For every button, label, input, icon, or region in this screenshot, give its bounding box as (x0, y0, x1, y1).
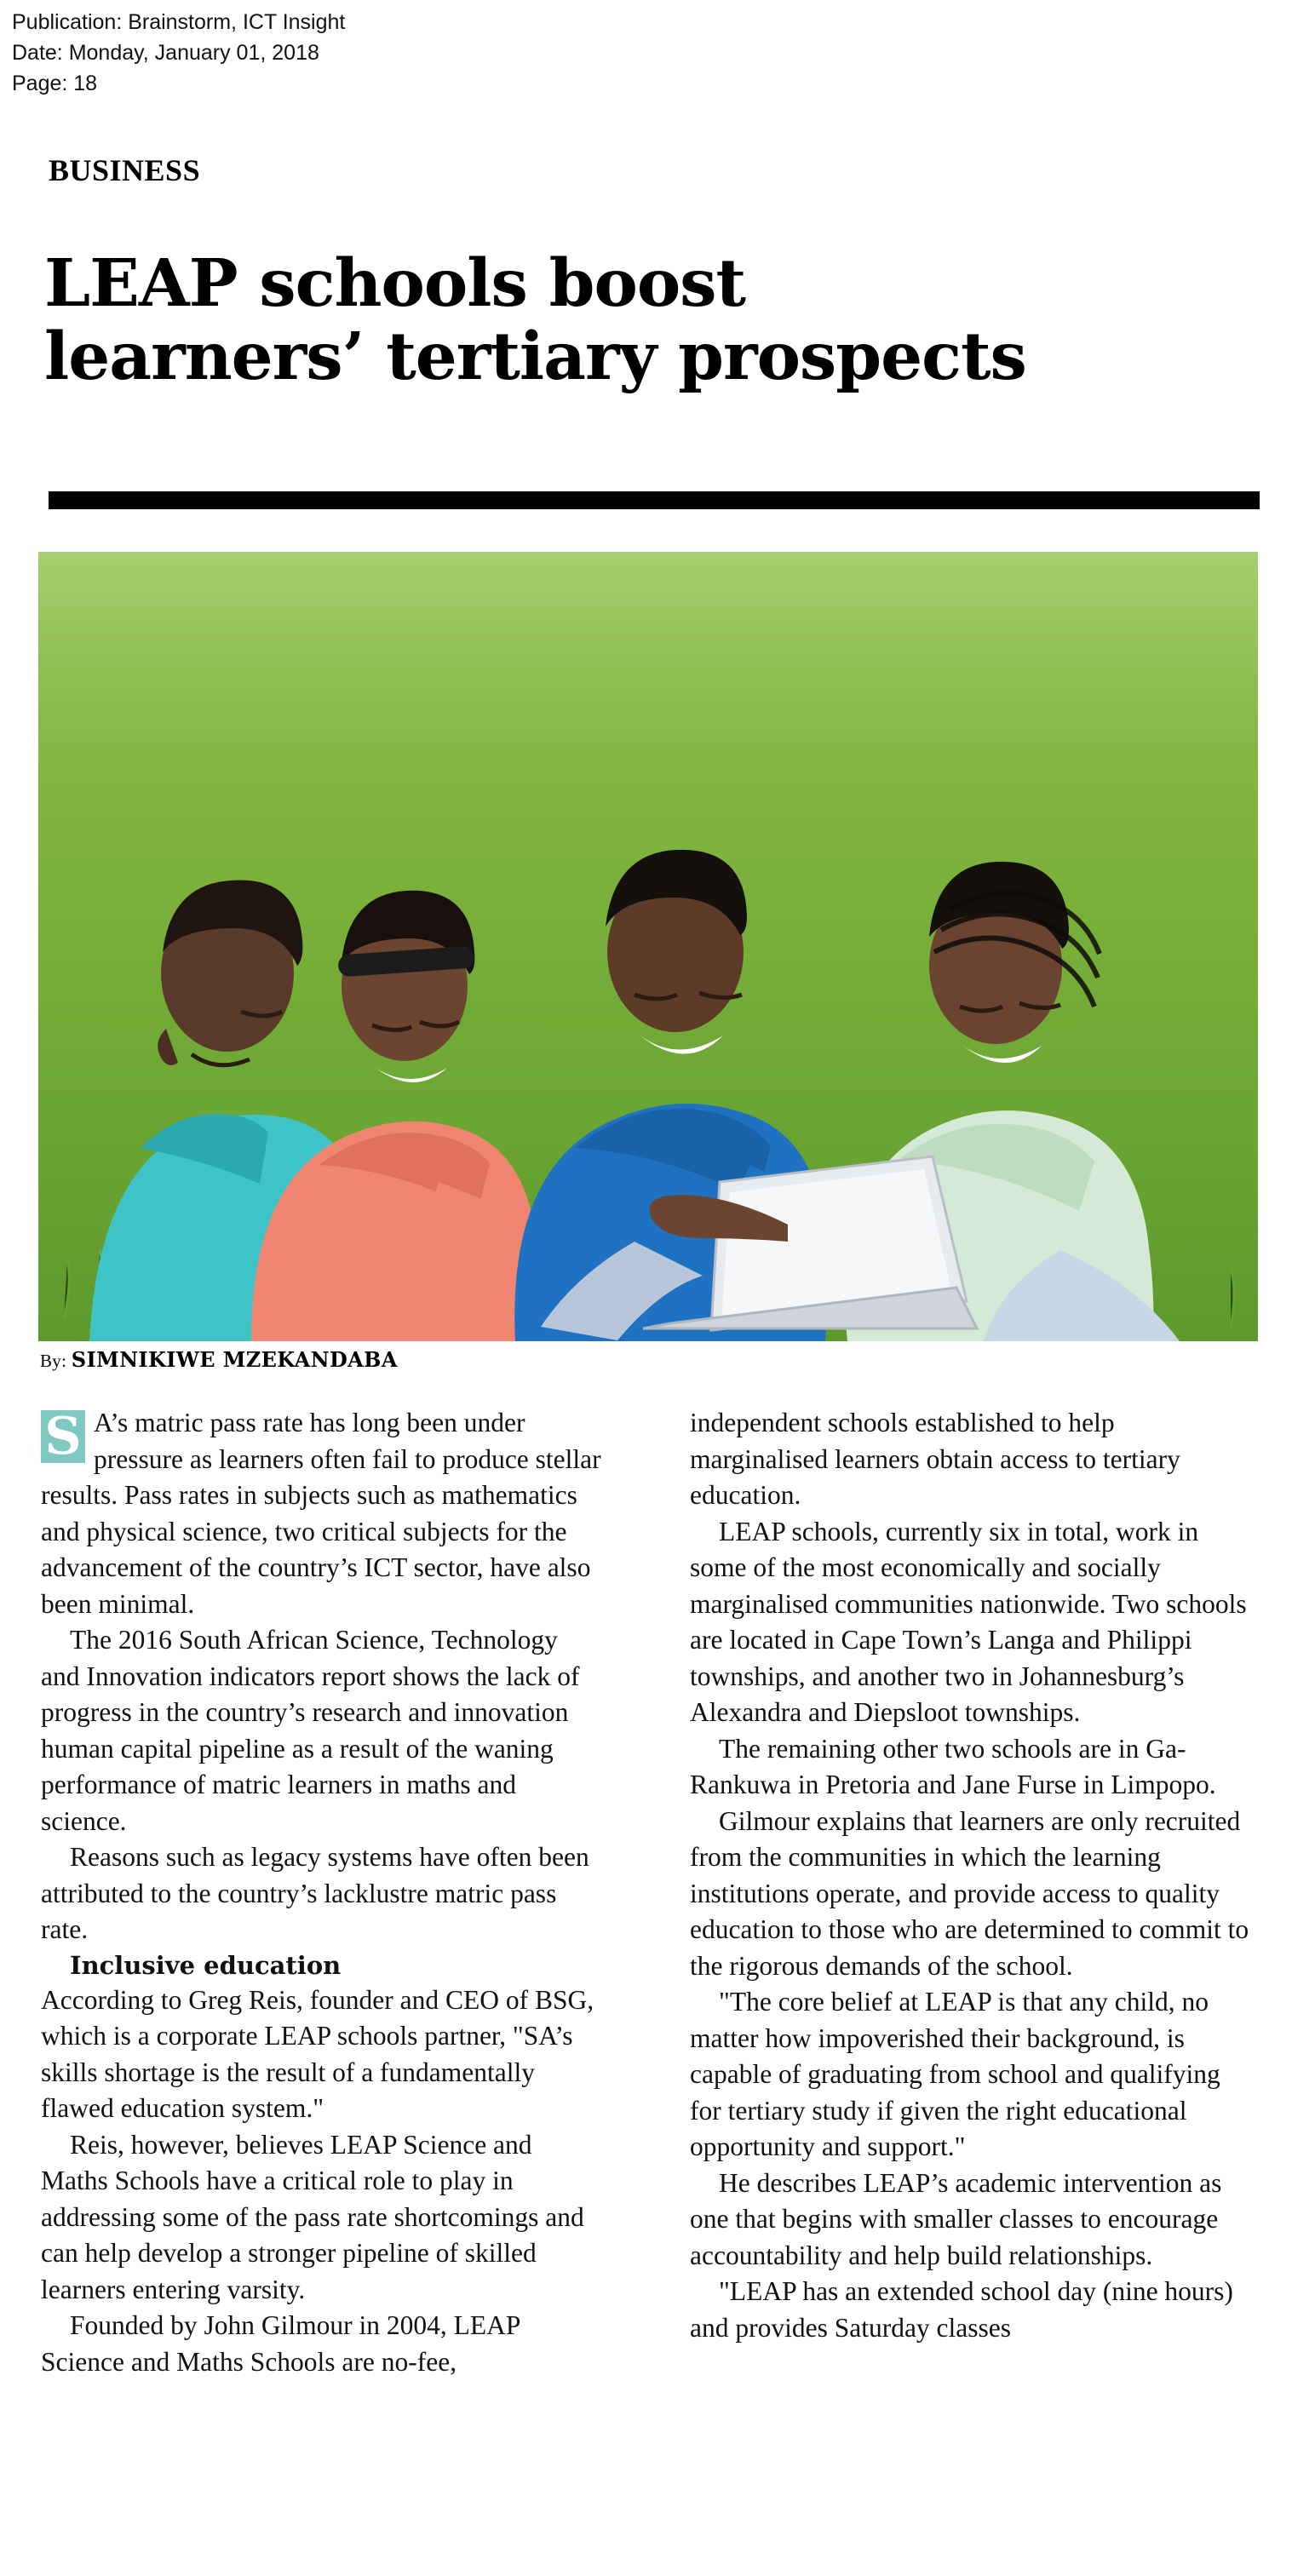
byline-prefix: By: (40, 1351, 67, 1371)
article-subhead: Inclusive education (70, 1950, 342, 1980)
paragraph: "The core belief at LEAP is that any child, no matter how impoverished their background, is capable of graduating from school and qualifying for tertiary study if given the right educational opportunity and support." (690, 1987, 1220, 2161)
paragraph: Reasons such as legacy systems have often been attributed to the country’s lacklustre matric pass rate. (41, 1842, 589, 1944)
byline-author: SIMNIKIWE MZEKANDABA (71, 1347, 398, 1372)
paragraph: The 2016 South African Science, Technology and Innovation indicators report shows the lack of progress in the country’s research and innovation human capital pipeline as a result of the waning performance of matric learners in maths and science. (41, 1625, 580, 1836)
paragraph: Reis, however, believes LEAP Science and Maths Schools have a critical role to play in addressing some of the pass rate shortcomings and can help develop a stronger pipeline of skilled learners entering varsity. (41, 2129, 584, 2304)
paragraph: According to Greg Reis, founder and CEO of BSG, which is a corporate LEAP schools partner, "SA’s skills shortage is the result of a fundamentally flawed education system." (41, 1984, 594, 2123)
article-photo (38, 552, 1258, 1341)
paragraph: Gilmour explains that learners are only recruited from the communities in which the learning institutions operate, and provide access to quality education to those who are determined to commit to the rigorous demands of the school. (690, 1805, 1249, 1981)
document-meta (12, 7, 345, 99)
meta-date: Date: Monday, January 01, 2018 (12, 41, 319, 65)
paragraph-text: A’s matric pass rate has long been under pressure as learners often fail to produce stellar results. Pass rates in subjects such as mathematics and physical science, two critical subjects for the advancement of the country’s ICT sector, have also been minimal. (41, 1408, 601, 1619)
article-column-right (690, 1405, 1252, 2346)
paragraph: He describes LEAP’s academic intervention as one that begins with smaller classes to encourage accountability and help build relationships. (690, 2167, 1222, 2270)
byline (40, 1347, 398, 1372)
article-column-left (41, 1405, 603, 2380)
headline-line-2: learners’ tertiary prospects (44, 318, 1026, 395)
paragraph: The remaining other two schools are in Ga-Rankuwa in Pretoria and Jane Furse in Limpopo. (690, 1733, 1216, 1799)
meta-page: Page: 18 (12, 72, 98, 95)
meta-publication: Publication: Brainstorm, ICT Insight (12, 10, 346, 34)
paragraph: LEAP schools, currently six in total, work in some of the most economically and socially marginalised communities nationwide. Two schools are located in Cape Town’s Langa and Philippi townships, and another two in Johannesburg’s Alexandra and Diepsloot townships. (690, 1516, 1247, 1727)
headline-rule (49, 491, 1260, 509)
photo-illustration (38, 552, 1258, 1341)
paragraph-dropcap (41, 1405, 603, 1622)
paragraph: independent schools established to help marginalised learners obtain access to tertiary education. (690, 1408, 1180, 1510)
paragraph: Founded by John Gilmour in 2004, LEAP Science and Maths Schools are no-fee, (41, 2310, 520, 2377)
paragraph: "LEAP has an extended school day (nine hours) and provides Saturday classes (690, 2276, 1233, 2343)
headline-line-1: LEAP schools boost (44, 245, 746, 322)
drop-cap: S (41, 1410, 85, 1463)
page-title (44, 247, 1271, 393)
section-kicker: BUSINESS (49, 153, 201, 187)
